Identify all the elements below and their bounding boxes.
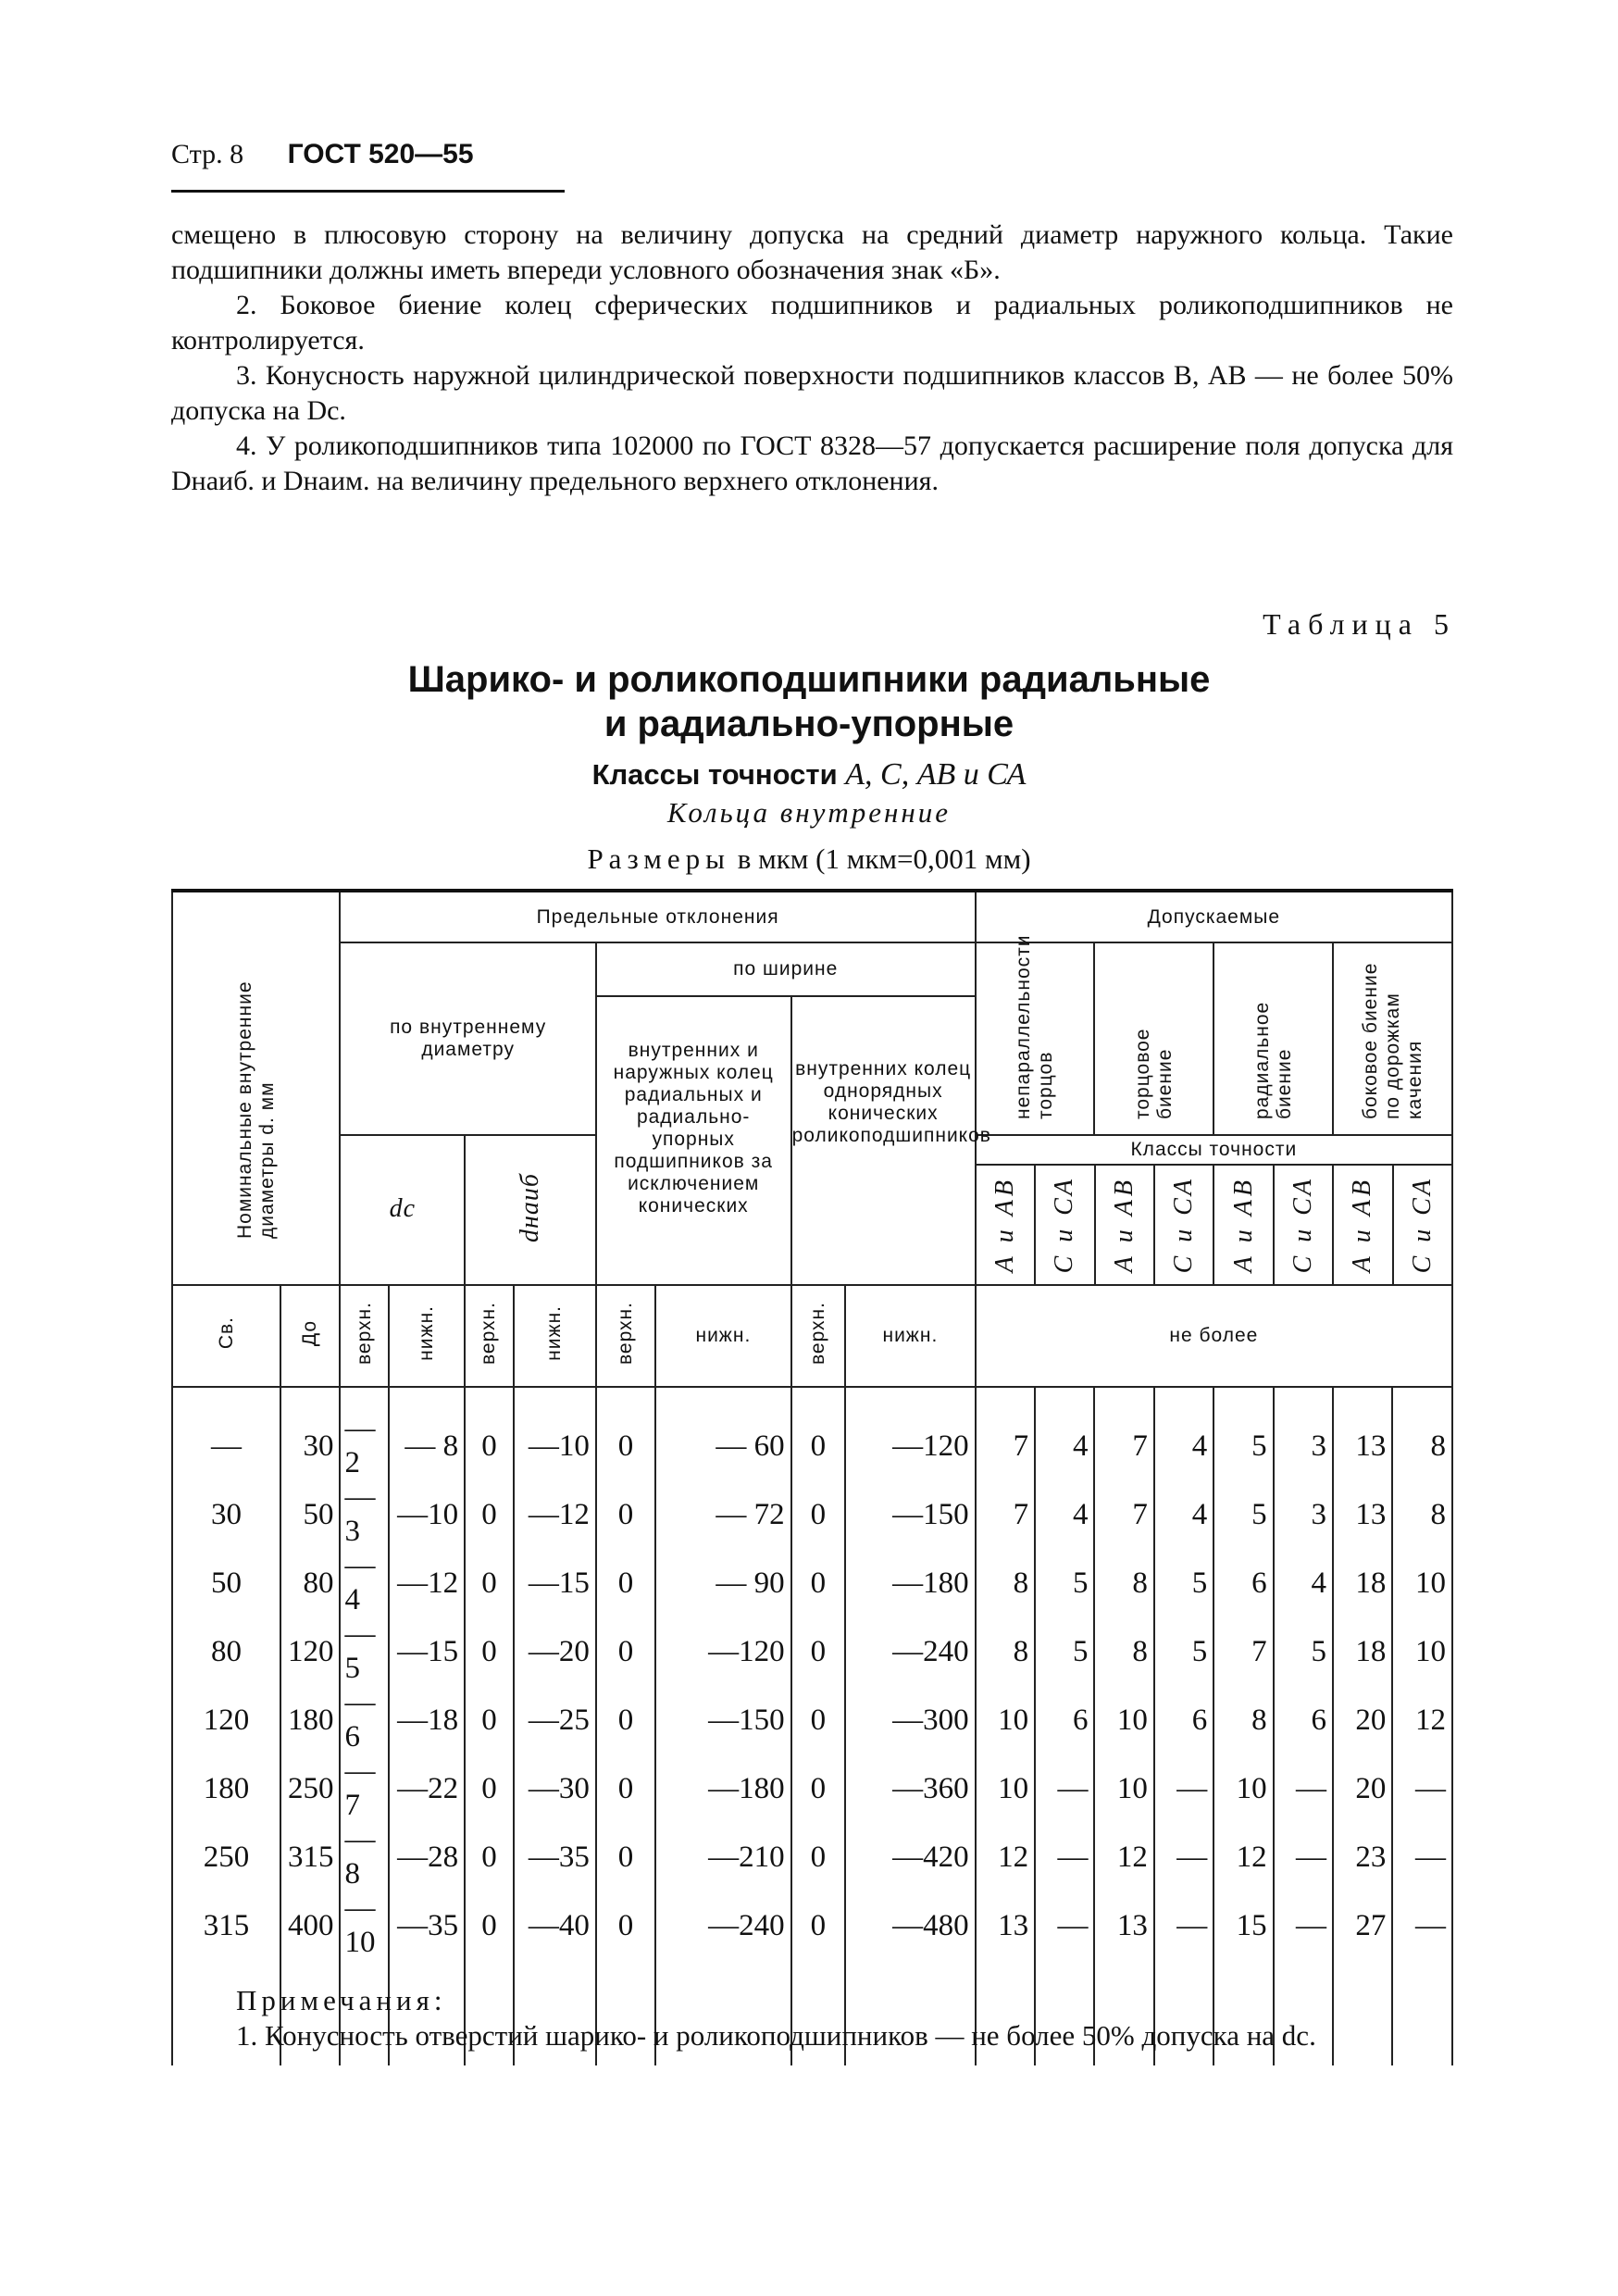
table-cell: 0 bbox=[791, 1754, 846, 1823]
table-cell: —18 bbox=[389, 1686, 465, 1754]
table-cell: 5 bbox=[1154, 1549, 1214, 1617]
table-cell: — bbox=[1274, 1891, 1333, 1960]
header-to: До bbox=[280, 1285, 340, 1387]
header-accuracy-classes: Классы точности bbox=[977, 1136, 1451, 1166]
table-cell: 7 bbox=[976, 1387, 1035, 1480]
table-cell: — 60 bbox=[655, 1387, 790, 1480]
units-label: Размеры bbox=[587, 842, 730, 875]
table-cell: 0 bbox=[791, 1617, 846, 1686]
table-cell: —360 bbox=[845, 1754, 976, 1823]
header-face-runout: торцовое биение bbox=[1094, 942, 1214, 1135]
table-cell: 250 bbox=[280, 1754, 340, 1823]
table-cell: 4 bbox=[1035, 1480, 1094, 1549]
table-cell: 180 bbox=[172, 1754, 280, 1823]
page-header bbox=[171, 139, 474, 170]
table-cell: 30 bbox=[172, 1480, 280, 1549]
table-cell: 4 bbox=[1035, 1387, 1094, 1480]
table-cell: —180 bbox=[655, 1754, 790, 1823]
table-cell: 20 bbox=[1333, 1754, 1392, 1823]
header-limit-deviations: Предельные отклонения bbox=[340, 891, 975, 942]
table-cell: —150 bbox=[655, 1686, 790, 1754]
table-cell: —15 bbox=[514, 1549, 596, 1617]
table-cell: — 7 bbox=[340, 1754, 389, 1823]
table-cell: 10 bbox=[1392, 1617, 1452, 1686]
table-cell: 13 bbox=[1333, 1387, 1392, 1480]
table-cell: 4 bbox=[1274, 1549, 1333, 1617]
header-inner-diameter: по внутреннему диаметру bbox=[340, 942, 595, 1135]
table-cell: 5 bbox=[1035, 1617, 1094, 1686]
header-class-a-4: А и АВ bbox=[1334, 1166, 1393, 1284]
table-cell: 20 bbox=[1333, 1686, 1392, 1754]
table-cell: 120 bbox=[280, 1617, 340, 1686]
table-cell: — 6 bbox=[340, 1686, 389, 1754]
table-cell: 6 bbox=[1035, 1686, 1094, 1754]
accuracy-classes bbox=[0, 757, 1618, 792]
table-cell: 50 bbox=[280, 1480, 340, 1549]
table-cell: 0 bbox=[465, 1480, 514, 1549]
table-cell: 6 bbox=[1214, 1549, 1273, 1617]
table-cell: 0 bbox=[465, 1891, 514, 1960]
header-class-a-1: А и АВ bbox=[977, 1166, 1036, 1284]
table-cell: 0 bbox=[791, 1480, 846, 1549]
table-title: Шарико- и роликоподшипники радиальные bbox=[407, 659, 1211, 700]
table-cell: 400 bbox=[280, 1891, 340, 1960]
header-nonparallelism: непараллельности торцов bbox=[976, 942, 1095, 1135]
table-cell: 12 bbox=[1094, 1823, 1153, 1891]
table-cell: — bbox=[1392, 1823, 1452, 1891]
table-cell: 8 bbox=[1214, 1686, 1273, 1754]
table-cell: 0 bbox=[791, 1387, 846, 1480]
table-cell: — bbox=[1274, 1754, 1333, 1823]
table-cell: 0 bbox=[596, 1549, 655, 1617]
table-cell: 10 bbox=[976, 1754, 1035, 1823]
table-cell: 18 bbox=[1333, 1549, 1392, 1617]
header-radial-runout: радиальное биение bbox=[1214, 942, 1333, 1135]
table-cell: — 8 bbox=[340, 1823, 389, 1891]
table-cell: 0 bbox=[791, 1549, 846, 1617]
table-cell: 0 bbox=[596, 1823, 655, 1891]
table-cell: 23 bbox=[1333, 1823, 1392, 1891]
header-nominal-diameter: Номинальные внутренние диаметры d. мм bbox=[172, 891, 340, 1285]
header-width-conical: внутренних колец однорядных конических роликоподшипников bbox=[791, 996, 976, 1285]
table-cell: 15 bbox=[1214, 1891, 1273, 1960]
table-cell: 4 bbox=[1154, 1480, 1214, 1549]
table-cell: 6 bbox=[1274, 1686, 1333, 1754]
header-dmax-upper: верхн. bbox=[465, 1285, 514, 1387]
table-cell: — bbox=[1035, 1891, 1094, 1960]
table-cell: — bbox=[1392, 1891, 1452, 1960]
table-cell: 0 bbox=[465, 1549, 514, 1617]
table-cell: — 8 bbox=[389, 1387, 465, 1480]
table-cell: — bbox=[1154, 1754, 1214, 1823]
table-cell: 80 bbox=[172, 1617, 280, 1686]
table-cell: 3 bbox=[1274, 1480, 1333, 1549]
table-cell: 0 bbox=[596, 1617, 655, 1686]
table-cell: 0 bbox=[596, 1891, 655, 1960]
table-cell: 0 bbox=[465, 1823, 514, 1891]
table-cell: 6 bbox=[1154, 1686, 1214, 1754]
table-cell: 12 bbox=[1214, 1823, 1273, 1891]
table-cell: 8 bbox=[1392, 1387, 1452, 1480]
table-cell: —25 bbox=[514, 1686, 596, 1754]
table-cell: —35 bbox=[514, 1823, 596, 1891]
table-cell: 30 bbox=[280, 1387, 340, 1480]
table-cell: —420 bbox=[845, 1823, 976, 1891]
header-class-c-2: С и СА bbox=[1155, 1166, 1214, 1284]
table-cell: 10 bbox=[976, 1686, 1035, 1754]
table-number: Таблица 5 bbox=[1263, 607, 1456, 641]
table-row bbox=[172, 1686, 1452, 1754]
table-cell: —10 bbox=[514, 1387, 596, 1480]
table-cell: —300 bbox=[845, 1686, 976, 1754]
header-class-row bbox=[976, 1135, 1452, 1285]
header-class-c-4: С и СА bbox=[1407, 1176, 1437, 1274]
header-class-c-3: С и СА bbox=[1275, 1166, 1334, 1284]
table-cell: 13 bbox=[1094, 1891, 1153, 1960]
table-cell: — 90 bbox=[655, 1549, 790, 1617]
table-cell: 18 bbox=[1333, 1617, 1392, 1686]
header-dmax: dнаиб bbox=[465, 1135, 596, 1285]
table-cell: —240 bbox=[845, 1617, 976, 1686]
table-cell: 0 bbox=[596, 1387, 655, 1480]
table-cell: — bbox=[172, 1387, 280, 1480]
table-cell: — 5 bbox=[340, 1617, 389, 1686]
header-side-runout: боковое биение по дорожкам качения bbox=[1333, 942, 1452, 1135]
table-cell: 8 bbox=[1392, 1480, 1452, 1549]
table-cell: —120 bbox=[845, 1387, 976, 1480]
table-cell: 8 bbox=[1094, 1617, 1153, 1686]
table-cell: 0 bbox=[791, 1686, 846, 1754]
table-cell: —480 bbox=[845, 1891, 976, 1960]
table-cell: —150 bbox=[845, 1480, 976, 1549]
table-cell: 7 bbox=[1214, 1617, 1273, 1686]
page-number: Стр. 8 bbox=[171, 139, 244, 169]
note-1: 1. Конусность отверстий шарико- и роликоподшипников — не более 50% допуска на dс. bbox=[236, 2019, 1316, 2052]
header-rule bbox=[171, 190, 565, 193]
table-cell: — 3 bbox=[340, 1480, 389, 1549]
table-row bbox=[172, 1480, 1452, 1549]
table-cell: — bbox=[1035, 1823, 1094, 1891]
table-row bbox=[172, 1387, 1452, 1480]
table-cell: 0 bbox=[791, 1891, 846, 1960]
table-cell: —30 bbox=[514, 1754, 596, 1823]
header-allowed: Допускаемые bbox=[976, 891, 1452, 942]
table-cell: —240 bbox=[655, 1891, 790, 1960]
table-cell: 0 bbox=[465, 1754, 514, 1823]
table-cell: 180 bbox=[280, 1686, 340, 1754]
header-dc: dс bbox=[340, 1135, 465, 1285]
accuracy-classes-label: Классы точности bbox=[591, 758, 838, 791]
table-cell: — 4 bbox=[340, 1549, 389, 1617]
header-class-c-1: С и СА bbox=[1036, 1166, 1095, 1284]
table-cell: 7 bbox=[976, 1480, 1035, 1549]
table-cell: 0 bbox=[596, 1686, 655, 1754]
standard-code: ГОСТ 520—55 bbox=[287, 139, 474, 169]
header-width-b-upper: верхн. bbox=[791, 1285, 846, 1387]
header-width-b-lower: нижн. bbox=[845, 1285, 976, 1387]
table-cell: 120 bbox=[172, 1686, 280, 1754]
table-cell: 315 bbox=[172, 1891, 280, 1960]
table-cell: —12 bbox=[514, 1480, 596, 1549]
header-width-radial: внутренних и наружных колец радиальных и радиально-упорных подшипников за исключением конических bbox=[596, 996, 791, 1285]
table-cell: 0 bbox=[596, 1754, 655, 1823]
table-cell: 10 bbox=[1214, 1754, 1273, 1823]
intro-text bbox=[171, 218, 1453, 499]
header-width: по ширине bbox=[596, 942, 976, 996]
paragraph-note-4: 4. У роликоподшипников типа 102000 по ГОСТ 8328—57 допускается расширение поля допуска для Dнаиб. и Dнаим. на величину предельного верхнего отклонения. bbox=[171, 430, 1453, 496]
header-not-more: не более bbox=[976, 1285, 1452, 1387]
table-cell: 8 bbox=[976, 1549, 1035, 1617]
table-row bbox=[172, 1549, 1452, 1617]
table-cell: — bbox=[1154, 1823, 1214, 1891]
table-cell: —180 bbox=[845, 1549, 976, 1617]
header-class-a-2: А и АВ bbox=[1096, 1166, 1155, 1284]
table-cell: — bbox=[1035, 1754, 1094, 1823]
table-cell: —12 bbox=[389, 1549, 465, 1617]
table-cell: — bbox=[1154, 1891, 1214, 1960]
table-cell: 10 bbox=[1392, 1549, 1452, 1617]
table-row bbox=[172, 1891, 1452, 1960]
notes bbox=[236, 1983, 1453, 2053]
header-width-a-upper: верхн. bbox=[596, 1285, 655, 1387]
paragraph-note-2: 2. Боковое биение колец сферических подшипников и радиальных роликоподшипников не контролируется. bbox=[171, 290, 1453, 356]
table-cell: 4 bbox=[1154, 1387, 1214, 1480]
header-class-a-3: А и АВ bbox=[1214, 1166, 1274, 1284]
table-cell: —10 bbox=[389, 1480, 465, 1549]
table-cell: 13 bbox=[976, 1891, 1035, 1960]
table-cell: —20 bbox=[514, 1617, 596, 1686]
table-cell: —22 bbox=[389, 1754, 465, 1823]
table-cell: —15 bbox=[389, 1617, 465, 1686]
table-cell: —28 bbox=[389, 1823, 465, 1891]
table-cell: 3 bbox=[1274, 1387, 1333, 1480]
units-value: в мкм (1 мкм=0,001 мм) bbox=[737, 842, 1031, 875]
table-cell: 0 bbox=[465, 1686, 514, 1754]
table-cell: —35 bbox=[389, 1891, 465, 1960]
table-cell: —210 bbox=[655, 1823, 790, 1891]
table-cell: 7 bbox=[1094, 1480, 1153, 1549]
header-over: Св. bbox=[172, 1285, 280, 1387]
table-cell: 0 bbox=[791, 1823, 846, 1891]
table-cell: 5 bbox=[1214, 1387, 1273, 1480]
table-row bbox=[172, 1754, 1452, 1823]
table-cell: 50 bbox=[172, 1549, 280, 1617]
table-cell: — 72 bbox=[655, 1480, 790, 1549]
notes-heading: Примечания: bbox=[236, 1984, 447, 2016]
table-cell: 8 bbox=[1094, 1549, 1153, 1617]
table-cell: 12 bbox=[1392, 1686, 1452, 1754]
table-cell: 5 bbox=[1214, 1480, 1273, 1549]
tolerance-table bbox=[171, 889, 1453, 2065]
table-subtitle: Кольца внутренние bbox=[666, 796, 952, 829]
header-width-a-lower: нижн. bbox=[655, 1285, 790, 1387]
table-cell: 8 bbox=[976, 1617, 1035, 1686]
table-cell: 250 bbox=[172, 1823, 280, 1891]
table-cell: 80 bbox=[280, 1549, 340, 1617]
header-dc-upper: верхн. bbox=[340, 1285, 389, 1387]
table-cell: 13 bbox=[1333, 1480, 1392, 1549]
table-cell: —120 bbox=[655, 1617, 790, 1686]
table-cell: 12 bbox=[976, 1823, 1035, 1891]
header-dc-lower: нижн. bbox=[389, 1285, 465, 1387]
accuracy-classes-value: А, С, АВ и СА bbox=[845, 757, 1027, 792]
table-row bbox=[172, 1617, 1452, 1686]
table-cell: 7 bbox=[1094, 1387, 1153, 1480]
paragraph-note-3: 3. Конусность наружной цилиндрической поверхности подшипников классов В, АВ — не более 50% допуска на Dс. bbox=[171, 360, 1453, 426]
table-cell: — bbox=[1392, 1754, 1452, 1823]
table-cell: 5 bbox=[1035, 1549, 1094, 1617]
table-cell: 0 bbox=[465, 1387, 514, 1480]
table-title-line2: и радиально-упорные bbox=[604, 704, 1014, 744]
table-cell: 10 bbox=[1094, 1686, 1153, 1754]
table-cell: — 10 bbox=[340, 1891, 389, 1960]
paragraph-continuation: смещено в плюсовую сторону на величину допуска на средний диаметр наружного кольца. Такие подшипники должны иметь впереди условного обозначения знак «Б». bbox=[171, 219, 1453, 285]
table-row bbox=[172, 1823, 1452, 1891]
table-cell: 27 bbox=[1333, 1891, 1392, 1960]
table-cell: —40 bbox=[514, 1891, 596, 1960]
header-dmin-lower: нижн. bbox=[514, 1285, 596, 1387]
table-cell: 10 bbox=[1094, 1754, 1153, 1823]
table-cell: — bbox=[1274, 1823, 1333, 1891]
table-cell: 0 bbox=[596, 1480, 655, 1549]
table-cell: 5 bbox=[1274, 1617, 1333, 1686]
units-line bbox=[0, 842, 1618, 876]
table-cell: 315 bbox=[280, 1823, 340, 1891]
table-cell: 5 bbox=[1154, 1617, 1214, 1686]
table-cell: 0 bbox=[465, 1617, 514, 1686]
table-cell: — 2 bbox=[340, 1387, 389, 1480]
